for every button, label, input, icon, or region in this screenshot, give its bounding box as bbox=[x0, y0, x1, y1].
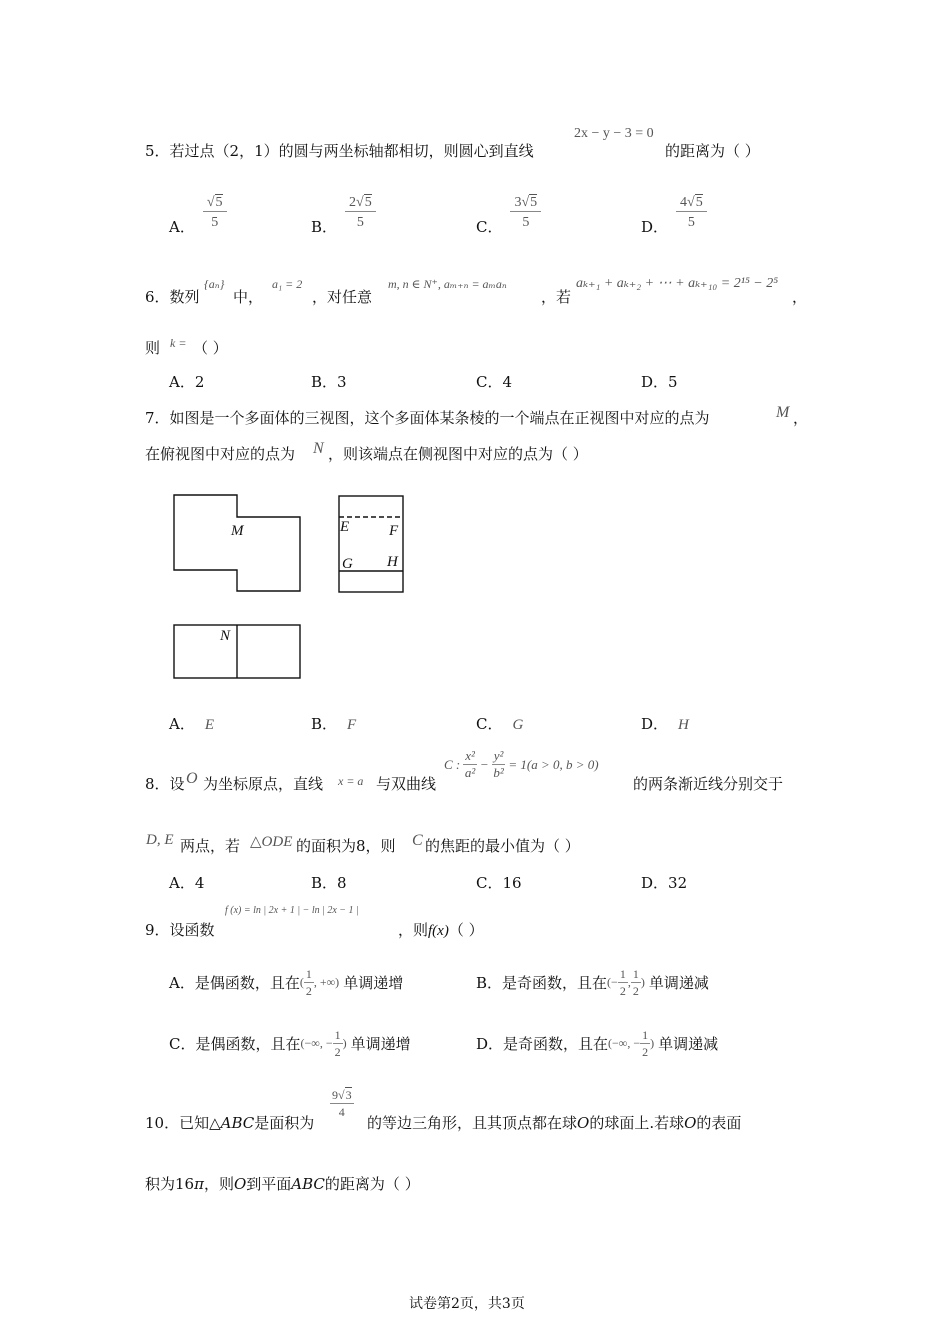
option-b[interactable] bbox=[311, 188, 376, 237]
page-footer: 试卷第2页，共3页 bbox=[409, 1296, 525, 1312]
option-a[interactable] bbox=[169, 188, 227, 237]
option-d[interactable] bbox=[641, 713, 689, 734]
option-c[interactable] bbox=[476, 713, 523, 734]
question-text: 积为16π，则O到平面ABC的距离为（ ） bbox=[145, 1175, 420, 1193]
option-label: A． bbox=[169, 874, 195, 892]
option-b[interactable] bbox=[311, 713, 356, 734]
three-view-figure bbox=[165, 488, 415, 688]
hyperbola-name: C : bbox=[444, 756, 461, 772]
hyperbola-equation: C : $\frac{\text{x²}}{\text{a²}}$ − $\frac{\text{y²}}{\text{b²}}$ = 1(a > 0, b > 0) bbox=[444, 748, 599, 780]
sqrt-icon: √ bbox=[356, 194, 364, 210]
hyperbola-c: C bbox=[412, 832, 423, 849]
option-c[interactable] bbox=[476, 872, 522, 893]
question-text: ，则f(x)（ ） bbox=[398, 921, 484, 939]
option-b[interactable] bbox=[311, 371, 347, 392]
line-x-equals-a: x = a bbox=[338, 774, 364, 788]
question-text: 与双曲线 bbox=[376, 775, 437, 793]
condition: m, n ∈ N⁺, aₘ₊ₙ = aₘaₙ bbox=[388, 277, 507, 291]
option-label: B． bbox=[311, 373, 338, 391]
label-m: M bbox=[231, 523, 244, 539]
question-text: ，若 bbox=[541, 288, 572, 306]
k-equation: k = bbox=[170, 336, 187, 350]
option-a[interactable]: A． 是偶函数，且在 ( $\frac{1}{2}$ , +∞) 单调递增 bbox=[169, 967, 404, 998]
option-a[interactable] bbox=[169, 872, 204, 893]
question-text: ，对任意 bbox=[312, 288, 373, 306]
question-5 bbox=[145, 140, 534, 161]
question-number: 8． bbox=[145, 775, 170, 793]
question-number: 7． bbox=[145, 409, 170, 427]
option-d[interactable]: D． 是奇函数，且在 (−∞, − $\frac{1}{2}$ ) 单调递减 bbox=[476, 1028, 719, 1059]
option-label: D． bbox=[641, 874, 669, 892]
option-value: E bbox=[204, 717, 215, 733]
option-value: G bbox=[512, 717, 524, 733]
line-equation: 2x − y − 3 = 0 bbox=[574, 126, 654, 141]
option-c[interactable] bbox=[476, 371, 512, 392]
option-a[interactable] bbox=[169, 713, 214, 734]
question-text: 为坐标原点，直线 bbox=[203, 775, 324, 793]
option-fraction: $\frac{3√5}{5}$ bbox=[510, 195, 541, 231]
option-label: A． bbox=[169, 373, 195, 391]
function-name: f(x) bbox=[428, 923, 449, 939]
option-label: C． bbox=[476, 218, 503, 236]
option-label: B． bbox=[311, 218, 338, 236]
option-value: H bbox=[678, 717, 689, 733]
option-label: C． bbox=[476, 715, 503, 733]
option-label: C． bbox=[169, 1035, 196, 1053]
option-label: D． bbox=[476, 1035, 504, 1053]
sqrt-icon: √ bbox=[687, 194, 695, 210]
option-d[interactable] bbox=[641, 188, 707, 237]
option-value: 5 bbox=[668, 373, 678, 391]
option-label: A． bbox=[169, 218, 195, 236]
question-text: 中， bbox=[233, 288, 264, 306]
question-8 bbox=[145, 773, 185, 794]
question-text: 的焦距的最小值为（ ） bbox=[425, 837, 580, 855]
point-m: M bbox=[776, 404, 790, 421]
label-f: F bbox=[389, 523, 399, 539]
question-7 bbox=[145, 407, 710, 428]
option-label: C． bbox=[476, 874, 503, 892]
option-b[interactable]: B． 是奇函数，且在 (− $\frac{1}{2}$ , $\frac{1}{2}$ ) 单调递减 bbox=[476, 967, 709, 998]
question-text: 的面积为8，则 bbox=[296, 837, 396, 855]
option-label: C． bbox=[476, 373, 503, 391]
sqrt-icon: √ bbox=[206, 194, 215, 210]
question-text: ， bbox=[792, 288, 808, 306]
option-value: 3 bbox=[337, 373, 347, 391]
option-value: 2 bbox=[194, 373, 205, 391]
initial-term: a₁ = 2 bbox=[272, 277, 303, 291]
option-value: 8 bbox=[337, 874, 347, 892]
question-text: 则 bbox=[145, 339, 161, 357]
label-n: N bbox=[220, 628, 231, 644]
sqrt-icon: √ bbox=[521, 194, 530, 210]
question-text: 若过点（2，1）的圆与两坐标轴都相切，则圆心到直线 bbox=[169, 142, 534, 160]
option-c[interactable] bbox=[476, 188, 541, 237]
option-label: B． bbox=[311, 715, 338, 733]
origin-o: O bbox=[186, 770, 198, 787]
area-fraction: $\frac{9√3}{4}$ bbox=[332, 1088, 352, 1119]
side-view bbox=[339, 496, 403, 592]
question-text: 设函数 bbox=[169, 921, 215, 939]
question-number: 6． bbox=[145, 288, 170, 306]
option-label: D． bbox=[641, 715, 669, 733]
triangle-ode: △ODE bbox=[250, 834, 293, 850]
sum-equation: aₖ₊₁ + aₖ₊₂ + ⋯ + aₖ₊₁₀ = 2¹⁵ − 2⁵ bbox=[576, 276, 779, 291]
question-number: 10． bbox=[145, 1114, 180, 1132]
front-view bbox=[174, 495, 300, 591]
fraction-x: $\frac{\text{x²}}{\text{a²}}$ bbox=[464, 748, 476, 780]
question-number: 9． bbox=[145, 921, 170, 939]
option-b[interactable] bbox=[311, 872, 347, 893]
option-fraction: $\frac{4√5}{5}$ bbox=[676, 195, 707, 231]
label-h: H bbox=[387, 554, 398, 570]
question-text: 设 bbox=[169, 775, 185, 793]
option-d[interactable] bbox=[641, 371, 678, 392]
question-text: 两点，若 bbox=[180, 837, 241, 855]
question-10: 10．已知△ABC是面积为 bbox=[145, 1114, 315, 1132]
question-text: 在俯视图中对应的点为 bbox=[145, 445, 296, 463]
question-text: 的距离为（ ） bbox=[665, 142, 760, 160]
question-6 bbox=[145, 286, 200, 307]
option-label: A． bbox=[169, 715, 195, 733]
option-label: D． bbox=[641, 373, 669, 391]
label-e: E bbox=[340, 519, 350, 535]
option-label: D． bbox=[641, 218, 669, 236]
sequence-symbol: {aₙ} bbox=[204, 277, 225, 291]
function-definition: f (x) = ln | 2x + 1 | − ln | 2x − 1 | bbox=[225, 905, 359, 916]
option-d[interactable] bbox=[641, 872, 687, 893]
option-fraction: $\frac{√5}{5}$ bbox=[203, 195, 227, 231]
question-9 bbox=[145, 919, 215, 940]
question-text: 的两条渐近线分别交于 bbox=[633, 775, 784, 793]
option-value: 16 bbox=[502, 874, 522, 892]
option-label: B． bbox=[311, 874, 338, 892]
option-value: 4 bbox=[502, 373, 513, 391]
option-value: 32 bbox=[668, 874, 688, 892]
question-number: 5． bbox=[145, 142, 170, 160]
option-label: A． bbox=[169, 974, 195, 992]
point-n: N bbox=[313, 440, 324, 457]
option-value: 4 bbox=[194, 874, 205, 892]
question-text: ，则该端点在侧视图中对应的点为（ ） bbox=[328, 445, 588, 463]
points-de: D, E bbox=[146, 832, 174, 848]
question-text: ， bbox=[793, 409, 809, 427]
option-a[interactable] bbox=[169, 371, 204, 392]
question-text: 如图是一个多面体的三视图，这个多面体某条棱的一个端点在正视图中对应的点为 bbox=[169, 409, 710, 427]
fraction-y: $\frac{\text{y²}}{\text{b²}}$ bbox=[493, 748, 504, 780]
label-g: G bbox=[342, 556, 353, 572]
option-fraction: $\frac{2√5}{5}$ bbox=[345, 195, 376, 231]
option-value: F bbox=[347, 717, 357, 733]
question-text: （ ） bbox=[193, 339, 228, 357]
question-text: 的等边三角形，且其顶点都在球O的球面上.若球O的表面 bbox=[367, 1114, 742, 1132]
question-text: 数列 bbox=[169, 288, 200, 306]
option-label: B． bbox=[476, 974, 503, 992]
option-c[interactable]: C． 是偶函数，且在 (−∞, − $\frac{1}{2}$ ) 单调递增 bbox=[169, 1028, 411, 1059]
